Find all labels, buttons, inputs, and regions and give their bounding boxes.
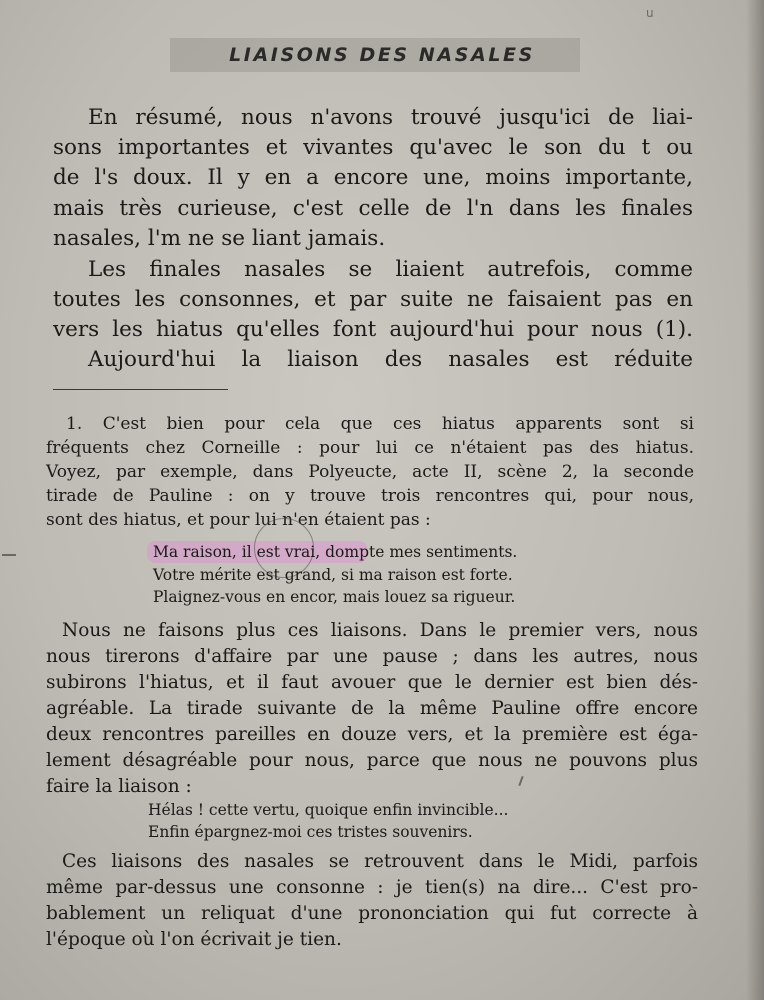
paragraph5-line: Ces liaisons des nasales se retrouvent dans le Midi, parfois — [62, 851, 698, 872]
footnote-line: Voyez, par exemple, dans Polyeucte, acte II, scène 2, la seconde — [46, 462, 694, 482]
verse-line: Ma raison, il est vrai, dompte mes sentiments. — [153, 543, 518, 561]
paragraph5-line: bablement un reliquat d'une prononciation qui fut correcte à — [46, 903, 698, 924]
page-corner-mark: u — [646, 6, 654, 20]
paragraph4-line: Nous ne faisons plus ces liaisons. Dans le premier vers, nous — [62, 620, 698, 641]
paragraph2-line: toutes les consonnes, et par suite ne faisaient pas en — [53, 287, 693, 312]
paragraph4-line: lement désagréable pour nous, parce que nous ne pouvons plus — [46, 750, 698, 771]
paragraph4-line: faire la liaison : — [46, 776, 192, 797]
footnote-separator-rule — [53, 389, 228, 390]
verse-line: Hélas ! cette vertu, quoique enfin invincible... — [148, 801, 509, 819]
footnote-line: tirade de Pauline : on y trouve trois rencontres qui, pour nous, — [46, 486, 694, 506]
page-title: LIAISONS DES NASALES — [229, 44, 535, 66]
verse-line: Votre mérite est grand, si ma raison est forte. — [153, 566, 513, 584]
paragraph2-line: vers les hiatus qu'elles font aujourd'hui pour nous (1). — [53, 317, 693, 342]
verse-line: Plaignez-vous en encor, mais louez sa rigueur. — [153, 588, 516, 606]
paragraph1-line: En résumé, nous n'avons trouvé jusqu'ici de liai- — [88, 105, 693, 130]
paragraph1-line: mais très curieuse, c'est celle de l'n dans les finales — [53, 196, 693, 221]
paragraph1-line: sons importantes et vivantes qu'avec le son du t ou — [53, 135, 693, 160]
footnote-line: 1. C'est bien pour cela que ces hiatus apparents sont si — [66, 414, 694, 434]
paragraph3-line: Aujourd'hui la liaison des nasales est réduite — [88, 347, 693, 372]
paragraph1-line: nasales, l'm ne se liant jamais. — [53, 226, 386, 251]
paragraph5-line: l'époque où l'on écrivait je tien. — [46, 929, 342, 950]
paragraph4-line: nous tirerons d'affaire par une pause ; dans les autres, nous — [46, 646, 698, 667]
margin-pencil-dash — [2, 554, 16, 556]
footnote-line: sont des hiatus, et pour lui n'en étaient pas : — [46, 510, 431, 530]
paragraph1-line: de l's doux. Il y en a encore une, moins importante, — [53, 165, 693, 190]
paragraph4-line: agréable. La tirade suivante de la même Pauline offre encore — [46, 698, 698, 719]
page-edge-shadow — [746, 0, 764, 1000]
paragraph4-line: deux rencontres pareilles en douze vers, et la première est éga- — [46, 724, 698, 745]
paragraph2-line: Les finales nasales se liaient autrefois, comme — [88, 257, 693, 282]
footnote-line: fréquents chez Corneille : pour lui ce n'étaient pas des hiatus. — [46, 438, 694, 458]
verse-line: Enfin épargnez-moi ces tristes souvenirs. — [148, 823, 473, 841]
paragraph4-line: subirons l'hiatus, et il faut avouer que le dernier est bien dés- — [46, 672, 698, 693]
paragraph5-line: même par-dessus une consonne : je tien(s) na dire... C'est pro- — [46, 877, 698, 898]
